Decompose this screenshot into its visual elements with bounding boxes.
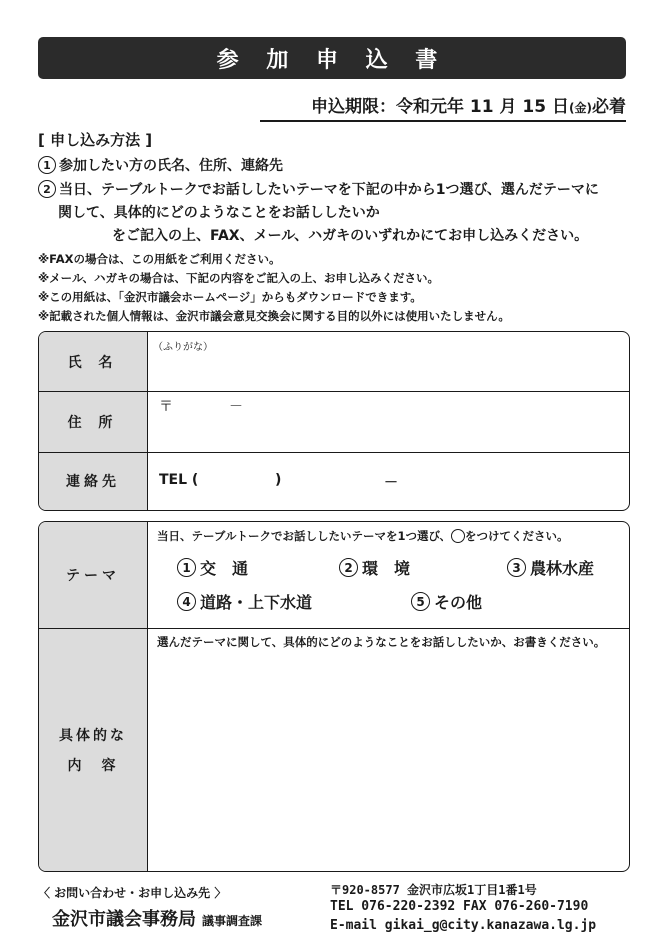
divider <box>39 391 629 392</box>
furigana-label: （ふりがな） <box>153 342 213 353</box>
postal-mark: 〒 <box>159 399 173 415</box>
theme-option-agriculture[interactable] <box>507 556 594 579</box>
tel-dash: － <box>384 475 398 491</box>
deadline-date: 申込期限：令和元年 11 月 15 日 <box>311 97 570 117</box>
theme-option-environment[interactable] <box>339 556 410 579</box>
name-label: 氏 名 <box>39 332 147 391</box>
postal-dash: － <box>229 399 243 415</box>
office-dept: 議事調査課 <box>202 914 263 928</box>
details-instruction: 選んだテーマに関して、具体的にどのようなことをお話ししたいか、お書きください。 <box>157 635 606 649</box>
option-number-1: 1 <box>177 558 196 577</box>
option-label-1: 交 通 <box>200 559 249 578</box>
tel-field[interactable] <box>149 455 625 507</box>
deadline <box>260 92 626 122</box>
divider <box>147 522 148 871</box>
office-tel-fax: TEL 076-220-2392 FAX 076-260-7190 <box>330 899 589 914</box>
details-label-line1: 具体的な <box>59 727 127 744</box>
office-address: 〒920-8577 金沢市広坂1丁目1番1号 <box>330 883 537 897</box>
note-fax: ※FAXの場合は、この用紙をご利用ください。 <box>38 252 281 266</box>
note-download: ※この用紙は、「金沢市議会ホームページ」からもダウンロードできます。 <box>38 290 422 304</box>
deadline-suffix: 必着 <box>592 97 626 117</box>
name-field[interactable] <box>149 352 625 388</box>
option-number-3: 3 <box>507 558 526 577</box>
theme-instruction <box>157 528 569 544</box>
tel-close: ) <box>275 472 282 488</box>
option-number-2: 2 <box>339 558 358 577</box>
note-mail: ※メール、ハガキの場合は、下記の内容をご記入の上、お申し込みください。 <box>38 271 440 285</box>
theme-label: テーマ <box>39 522 147 628</box>
circle-icon <box>451 529 465 543</box>
option-label-2: 環 境 <box>362 559 411 578</box>
contact-label: 連絡先 <box>39 452 147 510</box>
step-text-2-line1: 当日、テーブルトークでお話ししたいテーマを下記の中から1つ選び、選んだテーマに <box>59 182 599 198</box>
details-label-line2: 内 容 <box>67 757 119 774</box>
office-name <box>52 905 262 931</box>
step-text-1: 参加したい方の氏名、住所、連絡先 <box>59 158 283 174</box>
theme-instruction-after: をつけてください。 <box>465 529 569 543</box>
office-title: 金沢市議会事務局 <box>52 909 196 930</box>
divider <box>147 332 148 510</box>
deadline-weekday: (金) <box>569 101 592 115</box>
step-number-2: 2 <box>38 180 56 198</box>
option-number-4: 4 <box>177 592 196 611</box>
option-label-4: 道路・上下水道 <box>200 593 313 612</box>
office-email[interactable]: E-mail gikai_g@city.kanazawa.lg.jp <box>330 918 597 933</box>
theme-option-other[interactable] <box>411 590 482 613</box>
method-step-2-line2: 関して、具体的にどのようなことをお話ししたいか <box>58 205 380 221</box>
form-title: 参 加 申 込 書 <box>38 37 626 79</box>
theme-option-roads-water[interactable] <box>177 590 312 613</box>
theme-option-traffic[interactable] <box>177 556 248 579</box>
option-number-5: 5 <box>411 592 430 611</box>
divider <box>39 452 629 453</box>
theme-details-box <box>38 521 630 872</box>
details-textarea[interactable] <box>151 654 623 866</box>
details-label <box>39 628 147 871</box>
method-step-1 <box>38 155 283 175</box>
note-privacy: ※記載された個人情報は、金沢市議会意見交換会に関する目的以外には使用いたしません。 <box>38 309 510 323</box>
theme-instruction-before: 当日、テーブルトークでお話ししたいテーマを1つ選び、 <box>157 529 452 543</box>
tel-prefix: TEL ( <box>159 472 199 488</box>
method-heading: [ 申し込み方法 ] <box>38 131 153 149</box>
method-step-2 <box>38 179 599 199</box>
option-label-3: 農林水産 <box>530 559 595 578</box>
address-field[interactable] <box>149 394 625 450</box>
contact-heading: 〈 お問い合わせ・お申し込み先 〉 <box>38 886 227 900</box>
option-label-5: その他 <box>434 593 483 612</box>
address-label: 住 所 <box>39 391 147 452</box>
divider <box>39 628 629 629</box>
step-number-1: 1 <box>38 156 56 174</box>
personal-info-box <box>38 331 630 511</box>
method-step-2-line3: をご記入の上、FAX、メール、ハガキのいずれかにてお申し込みください。 <box>112 228 589 244</box>
